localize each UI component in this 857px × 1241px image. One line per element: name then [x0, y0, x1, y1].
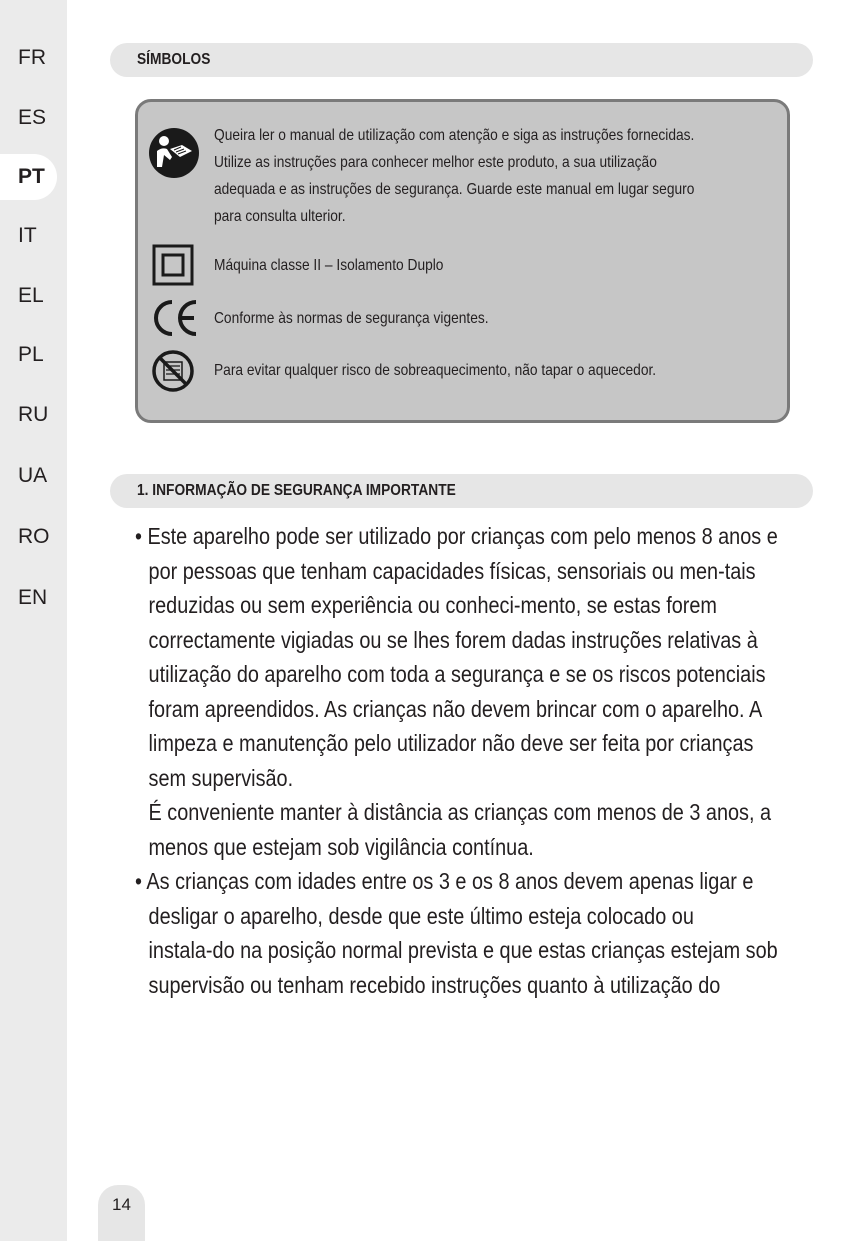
- lang-tab-ru[interactable]: RU: [18, 403, 49, 426]
- lang-tab-fr[interactable]: FR: [18, 46, 46, 69]
- lang-tab-en[interactable]: EN: [18, 586, 48, 609]
- symbol-manual-text: [214, 122, 694, 230]
- page-number: 14: [98, 1185, 145, 1241]
- safety-line-5: utilização do aparelho com toda a segurança e se os riscos potenciais: [148, 661, 766, 687]
- safety-line-10: menos que estejam sob vigilância contínua.: [148, 833, 534, 860]
- lang-tab-ro[interactable]: RO: [18, 525, 50, 548]
- symbols-box: [135, 99, 790, 423]
- safety-line-4: correctamente vigiadas ou se lhes forem dadas instruções relativas à: [148, 626, 758, 653]
- symbol-manual-line-1: Queira ler o manual de utilização com atenção e siga as instruções fornecidas.: [214, 127, 695, 144]
- lang-tab-es[interactable]: ES: [18, 106, 47, 129]
- safety-line-11: • As crianças com idades entre os 3 e os 8 anos devem apenas ligar e: [135, 868, 754, 894]
- language-sidebar: [0, 0, 67, 1241]
- lang-tab-pl[interactable]: PL: [18, 343, 44, 366]
- safety-line-1: • Este aparelho pode ser utilizado por crianças com pelo menos 8 anos e: [135, 523, 778, 549]
- safety-line-8: sem supervisão.: [148, 764, 294, 791]
- safety-line-14: supervisão ou tenham recebido instruções quanto à utilização do: [148, 971, 721, 998]
- safety-line-9: É conveniente manter à distância as crianças com menos de 3 anos, a: [148, 799, 772, 825]
- safety-line-13: instala-do na posição normal prevista e que estas crianças estejam sob: [148, 937, 778, 963]
- symbol-manual-line-4: para consulta ulterior.: [214, 208, 346, 225]
- safety-line-6: foram apreendidos. As crianças não devem brincar com o aparelho. A: [148, 695, 763, 722]
- safety-line-3: reduzidas ou sem experiência ou conheci-mento, se estas forem: [148, 592, 717, 618]
- symbol-class-ii-text: Máquina classe II – Isolamento Duplo: [214, 257, 444, 274]
- symbol-ce-text: Conforme às normas de segurança vigentes.: [214, 310, 489, 327]
- ce-mark-icon: [150, 298, 200, 338]
- lang-tab-ua[interactable]: UA: [18, 464, 48, 487]
- safety-section-title: 1. INFORMAÇÃO DE SEGURANÇA IMPORTANTE: [137, 482, 456, 499]
- symbol-do-not-cover-text: Para evitar qualquer risco de sobreaquecimento, não tapar o aquecedor.: [214, 362, 657, 379]
- do-not-cover-icon: [151, 349, 195, 393]
- lang-tab-pt[interactable]: PT: [0, 154, 57, 200]
- symbol-manual-line-3: adequada e as instruções de segurança. Guarde este manual em lugar seguro: [214, 181, 695, 198]
- lang-tab-it[interactable]: IT: [18, 224, 37, 247]
- safety-line-7: limpeza e manutenção pelo utilizador não deve ser feita por crianças: [148, 730, 754, 756]
- symbols-section-title: SÍMBOLOS: [137, 51, 211, 68]
- safety-section-header: [110, 474, 813, 508]
- safety-line-12: desligar o aparelho, desde que este último esteja colocado ou: [148, 902, 694, 929]
- class-ii-double-insulation-icon: [152, 244, 194, 286]
- safety-line-2: por pessoas que tenham capacidades físicas, sensoriais ou men-tais: [148, 557, 756, 584]
- read-manual-icon: [148, 127, 200, 179]
- symbol-manual-line-2: Utilize as instruções para conhecer melhor este produto, a sua utilização: [214, 154, 657, 171]
- lang-tab-el[interactable]: EL: [18, 284, 44, 307]
- safety-body-text: [135, 519, 777, 1002]
- symbols-section-header: [110, 43, 813, 77]
